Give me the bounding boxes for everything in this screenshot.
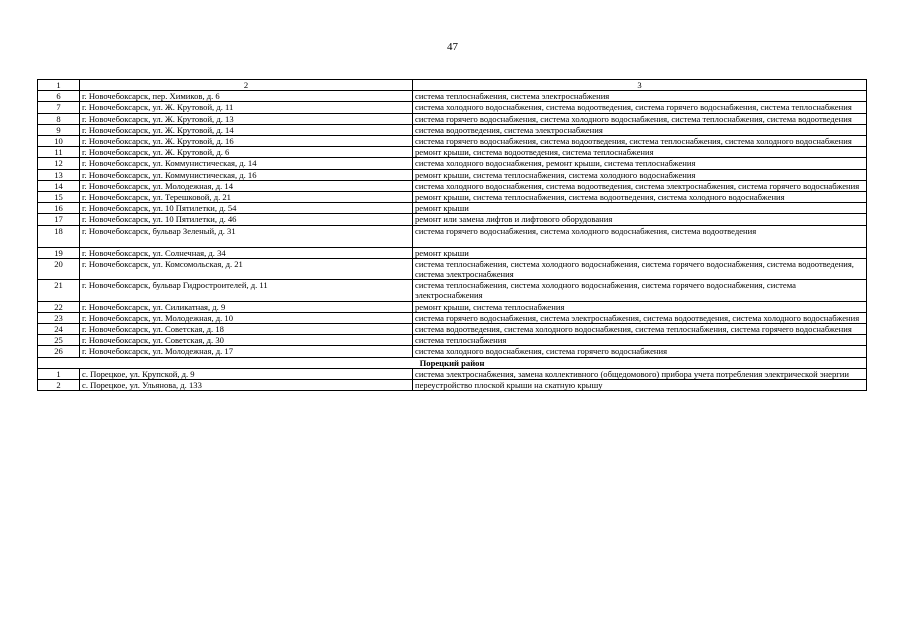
- row-address: г. Новочебоксарск, ул. Ж. Крутовой, д. 6: [80, 147, 413, 158]
- row-number: 14: [38, 180, 80, 191]
- column-number-2: 2: [80, 80, 413, 91]
- row-address: г. Новочебоксарск, ул. Молодежная, д. 10: [80, 312, 413, 323]
- table-row: [38, 280, 867, 301]
- table-row: [38, 124, 867, 135]
- works-table: [37, 79, 867, 391]
- row-works: система теплоснабжения, система холодного водоснабжения, система горячего водоснабжения, система электроснабжения: [413, 280, 867, 301]
- row-address: г. Новочебоксарск, ул. Ж. Крутовой, д. 14: [80, 124, 413, 135]
- table-row: [38, 113, 867, 124]
- row-address: с. Порецкое, ул. Ульянова, д. 133: [80, 380, 413, 391]
- row-works: ремонт крыши: [413, 203, 867, 214]
- row-works: система холодного водоснабжения, система водоотведения, система горячего водоснабжения, система теплоснабжения: [413, 102, 867, 113]
- table-row: [38, 335, 867, 346]
- row-address: г. Новочебоксарск, ул. Коммунистическая, д. 14: [80, 158, 413, 169]
- row-address: г. Новочебоксарск, бульвар Гидростроителей, д. 11: [80, 280, 413, 301]
- table-row: [38, 368, 867, 379]
- row-works: система водоотведения, система холодного водоснабжения, система теплоснабжения, система горячего водоснабжения: [413, 324, 867, 335]
- table-row: [38, 203, 867, 214]
- table-row: [38, 247, 867, 258]
- table-row: [38, 136, 867, 147]
- table-row: [38, 258, 867, 279]
- row-works: ремонт крыши, система теплоснабжения, система холодного водоснабжения: [413, 169, 867, 180]
- row-address: г. Новочебоксарск, ул. Советская, д. 18: [80, 324, 413, 335]
- table-row: [38, 225, 867, 247]
- row-address: г. Новочебоксарск, ул. Советская, д. 30: [80, 335, 413, 346]
- row-works: система холодного водоснабжения, система горячего водоснабжения: [413, 346, 867, 357]
- row-works: система холодного водоснабжения, ремонт крыши, система теплоснабжения: [413, 158, 867, 169]
- row-works: система холодного водоснабжения, система водоотведения, система электроснабжения, система горячего водоснабжения: [413, 180, 867, 191]
- row-address: с. Порецкое, ул. Крупской, д. 9: [80, 368, 413, 379]
- row-works: система горячего водоснабжения, система холодного водоснабжения, система теплоснабжения, система водоотведения: [413, 113, 867, 124]
- row-number: 15: [38, 192, 80, 203]
- row-works: ремонт крыши: [413, 247, 867, 258]
- row-works: система теплоснабжения: [413, 335, 867, 346]
- row-address: г. Новочебоксарск, ул. Ж. Крутовой, д. 11: [80, 102, 413, 113]
- row-works: система горячего водоснабжения, система водоотведения, система теплоснабжения, система холодного водоснабжения: [413, 136, 867, 147]
- table-row: [38, 214, 867, 225]
- table-row: [38, 180, 867, 191]
- row-address: г. Новочебоксарск, ул. Комсомольская, д. 21: [80, 258, 413, 279]
- row-number: 11: [38, 147, 80, 158]
- row-works: ремонт крыши, система теплоснабжения, система водоотведения, система холодного водоснабжения: [413, 192, 867, 203]
- row-number: 17: [38, 214, 80, 225]
- row-number: 25: [38, 335, 80, 346]
- row-number: 10: [38, 136, 80, 147]
- row-address: г. Новочебоксарск, ул. 10 Пятилетки, д. 54: [80, 203, 413, 214]
- table-row: [38, 312, 867, 323]
- row-works: система горячего водоснабжения, система электроснабжения, система водоотведения, система холодного водоснабжения: [413, 312, 867, 323]
- table-row: [38, 324, 867, 335]
- row-works: система электроснабжения, замена коллективного (общедомового) прибора учета потребления электрической энергии: [413, 368, 867, 379]
- row-works: система водоотведения, система электроснабжения: [413, 124, 867, 135]
- row-number: 2: [38, 380, 80, 391]
- row-works: ремонт или замена лифтов и лифтового оборудования: [413, 214, 867, 225]
- row-number: 9: [38, 124, 80, 135]
- row-number: 20: [38, 258, 80, 279]
- section-header-row: [38, 357, 867, 368]
- column-number-1: 1: [38, 80, 80, 91]
- row-address: г. Новочебоксарск, ул. Молодежная, д. 17: [80, 346, 413, 357]
- table-row: [38, 346, 867, 357]
- row-number: 26: [38, 346, 80, 357]
- table-row: [38, 147, 867, 158]
- row-address: г. Новочебоксарск, ул. Ж. Крутовой, д. 13: [80, 113, 413, 124]
- row-number: 24: [38, 324, 80, 335]
- table-row: [38, 91, 867, 102]
- row-works: система теплоснабжения, система электроснабжения: [413, 91, 867, 102]
- row-works: система горячего водоснабжения, система холодного водоснабжения, система водоотведения: [413, 225, 867, 247]
- row-number: 6: [38, 91, 80, 102]
- row-number: 12: [38, 158, 80, 169]
- row-address: г. Новочебоксарск, ул. Солнечная, д. 34: [80, 247, 413, 258]
- row-number: 13: [38, 169, 80, 180]
- row-works: система теплоснабжения, система холодного водоснабжения, система горячего водоснабжения, система водоотведения, система электроснабжения: [413, 258, 867, 279]
- row-address: г. Новочебоксарск, пер. Химиков, д. 6: [80, 91, 413, 102]
- row-address: г. Новочебоксарск, ул. Молодежная, д. 14: [80, 180, 413, 191]
- column-number-3: 3: [413, 80, 867, 91]
- row-works: переустройство плоской крыши на скатную крышу: [413, 380, 867, 391]
- row-address: г. Новочебоксарск, бульвар Зеленый, д. 31: [80, 225, 413, 247]
- table-row: [38, 380, 867, 391]
- row-address: г. Новочебоксарск, ул. Силикатная, д. 9: [80, 301, 413, 312]
- table-row: [38, 169, 867, 180]
- row-address: г. Новочебоксарск, ул. Ж. Крутовой, д. 16: [80, 136, 413, 147]
- table-row: [38, 301, 867, 312]
- page-number: 47: [447, 41, 458, 53]
- table-header-row: [38, 80, 867, 91]
- section-title: Порецкий район: [38, 357, 867, 368]
- row-number: 22: [38, 301, 80, 312]
- row-address: г. Новочебоксарск, ул. Терешковой, д. 21: [80, 192, 413, 203]
- row-works: ремонт крыши, система водоотведения, система теплоснабжения: [413, 147, 867, 158]
- row-address: г. Новочебоксарск, ул. 10 Пятилетки, д. 46: [80, 214, 413, 225]
- table-row: [38, 192, 867, 203]
- row-number: 19: [38, 247, 80, 258]
- row-number: 1: [38, 368, 80, 379]
- row-number: 16: [38, 203, 80, 214]
- row-works: ремонт крыши, система теплоснабжения: [413, 301, 867, 312]
- table-row: [38, 102, 867, 113]
- row-address: г. Новочебоксарск, ул. Коммунистическая, д. 16: [80, 169, 413, 180]
- table-row: [38, 158, 867, 169]
- row-number: 21: [38, 280, 80, 301]
- row-number: 18: [38, 225, 80, 247]
- row-number: 8: [38, 113, 80, 124]
- row-number: 7: [38, 102, 80, 113]
- row-number: 23: [38, 312, 80, 323]
